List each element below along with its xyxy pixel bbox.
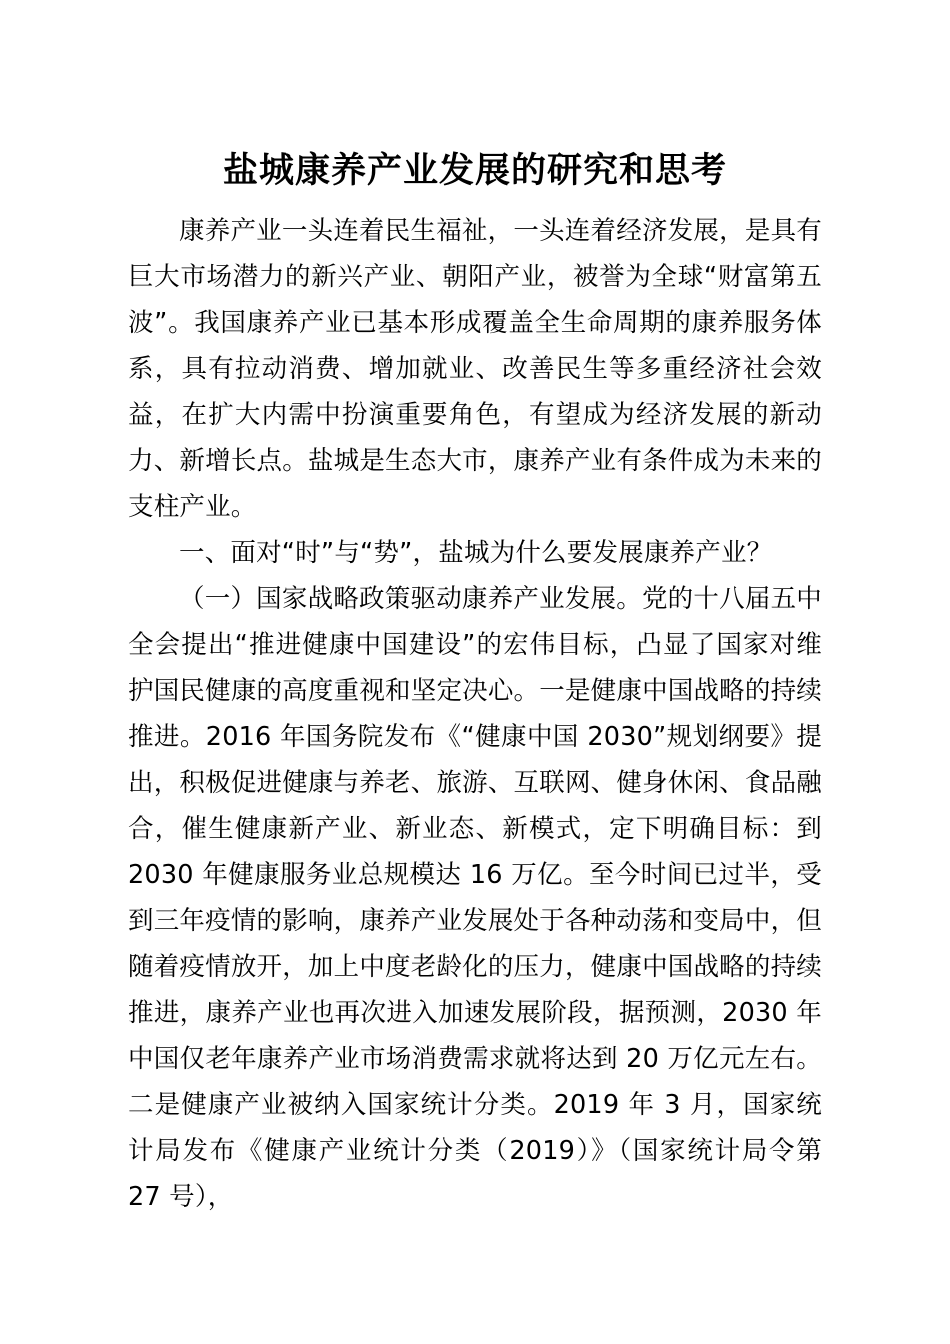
page-title: 盐城康养产业发展的研究和思考 (222, 151, 727, 191)
paragraph-1: 康养产业一头连着民生福祉，一头连着经济发展，是具有巨大市场潜力的新兴产业、朝阳产业，被誉为全球“财富第五波”。我国康养产业已基本形成覆盖全生命周期的康养服务体系，具有拉动消费、增加就业、改善民生等多重经济社会效益，在扩大内需中扮演重要角色，有望成为经济发展的新动力、新增长点。盐城是生态大市，康养产业有条件成为未来的支柱产业。 (128, 215, 822, 522)
paragraph-2: 一、面对“时”与“势”，盐城为什么要发展康养产业？ (179, 537, 773, 568)
paragraph-3: （一）国家战略政策驱动康养产业发展。党的十八届五中全会提出“推进健康中国建设”的宏伟目标，凸显了国家对维护国民健康的高度重视和坚定决心。一是健康中国战略的持续推进。2016 年国务院发布《“健康中国 2030”规划纲要》提出，积极促进健康与养老、旅游、互联网、健身休闲、食品融合，催生健康新产业、新业态、新模式，定下明确目标：到 2030 年健康服务业总规模达 16 万亿。至今时间已过半，受到三年疫情的影响，康养产业发展处于各种动荡和变局中，但随着疫情放开，加上中度老龄化的压力，健康中国战略的持续推进，康养产业也再次进入加速发展阶段，据预测，2030 年中国仅老年康养产业市场消费需求就将达到 20 万亿元左右。二是健康产业被纳入国家统计分类。2019 年 3 月，国家统计局发布《健康产业统计分类（2019）》（国家统计局令第 27 号）， (128, 583, 822, 1212)
